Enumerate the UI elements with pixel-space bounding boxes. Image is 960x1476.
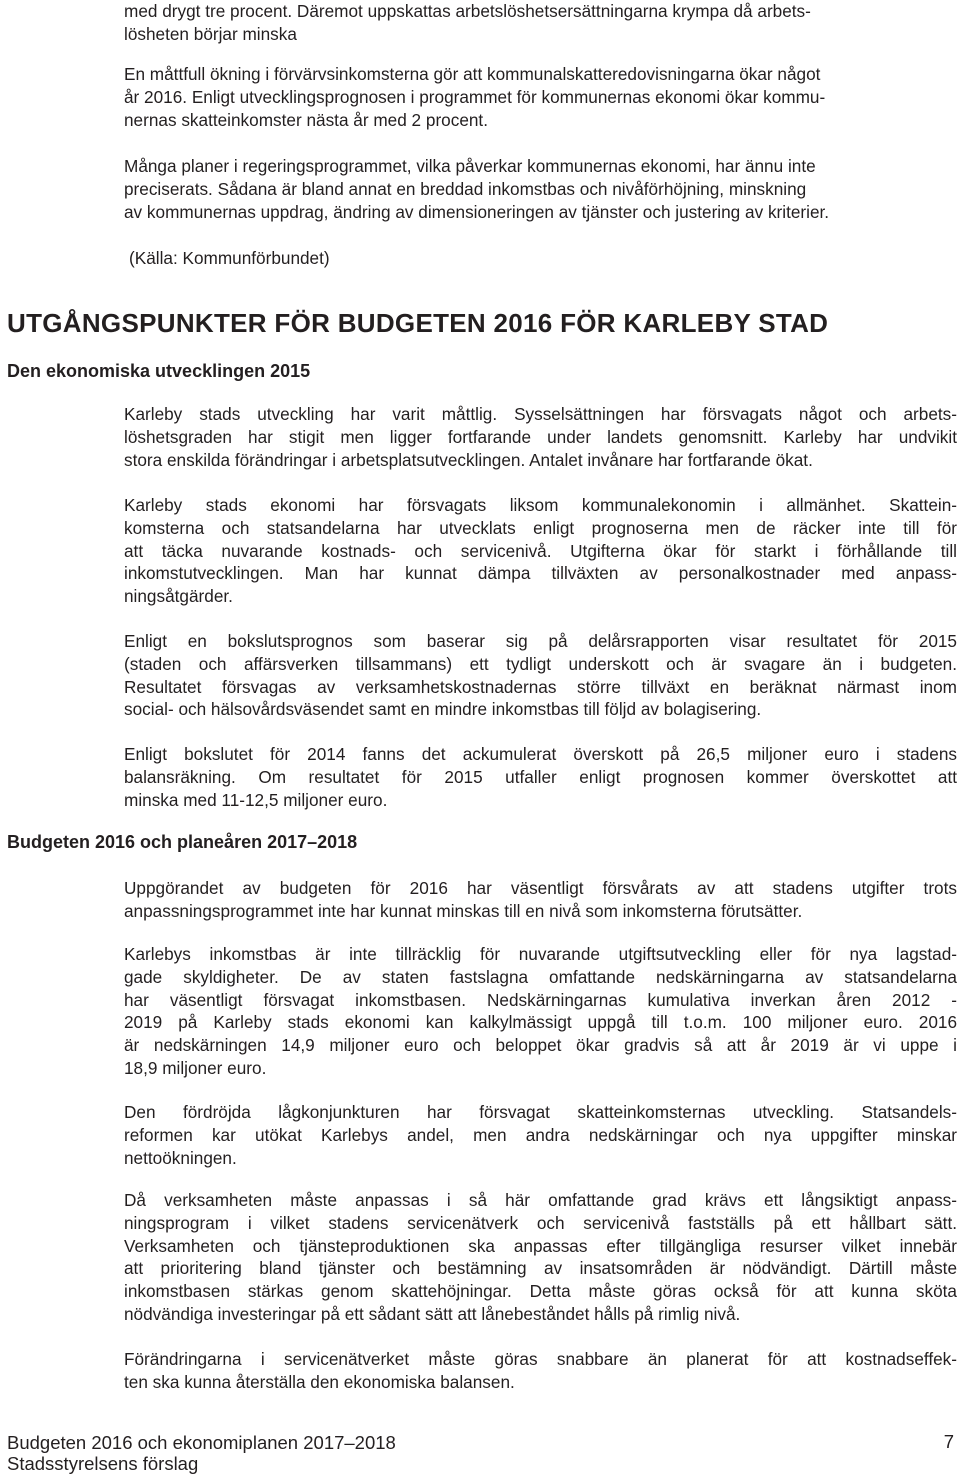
text-line: av kommunernas uppdrag, ändring av dimensioneringen av tjänster och justering av kriterier. bbox=[124, 201, 830, 222]
text-line: Karlebys inkomstbas är inte tillräcklig för nuvarande utgiftsutveckling eller för nya lagstad- bbox=[124, 944, 957, 964]
text-line: anpassningsprogrammet inte har kunnat minskas till en nivå som inkomsterna förutsätter. bbox=[124, 900, 803, 921]
section1-paragraph-4 bbox=[124, 743, 957, 811]
text-line: reformen kar utökat Karlebys andel, men andra nedskärningar och nya uppgifter minskar bbox=[124, 1124, 957, 1145]
text-line: Karleby stads utveckling har varit måttlig. Sysselsättningen har försvagats något och arbets- bbox=[124, 404, 957, 424]
footer-subtitle: Stadsstyrelsens förslag bbox=[7, 1453, 199, 1474]
text-line: minska med 11-12,5 miljoner euro. bbox=[124, 789, 388, 810]
intro-paragraph-1 bbox=[124, 0, 959, 46]
text-line: Karleby stads ekonomi har försvagats liksom kommunalekonomin i allmänhet. Skattein- bbox=[124, 495, 957, 515]
text-line: ningsåtgärder. bbox=[124, 586, 233, 607]
section2-paragraph-2 bbox=[124, 943, 957, 1080]
section1-paragraph-1 bbox=[124, 403, 957, 471]
text-line: inkomstutvecklingen. Man har kunnat dämpa tillväxten av personalkostnader med anpass- bbox=[124, 563, 957, 584]
section2-paragraph-3 bbox=[124, 1101, 957, 1169]
section-heading-economic-development: Den ekonomiska utvecklingen 2015 bbox=[7, 361, 311, 381]
text-line: stora enskilda förändringar i arbetsplatsutvecklingen. Antalet invånare har fortfarande ökat. bbox=[124, 449, 813, 470]
text-line: gade skyldigheter. De av staten fastslagna omfattande nedskärningarna av statsandelarna bbox=[124, 966, 957, 987]
text-line: nödvändiga investeringar på ett sådant sätt att lånebeståndet hålls på rimlig nivå. bbox=[124, 1303, 741, 1324]
text-line: komsterna och statsandelarna har utvecklats enligt prognoserna men de räcker inte till för bbox=[124, 517, 957, 538]
text-line: inkomstbasen stärkas genom skattehöjningar. Detta måste göras också för att kunna sköta bbox=[124, 1281, 957, 1302]
text-line: preciserats. Sådana är bland annat en breddad inkomstbas och nivåförhöjning, minskning bbox=[124, 178, 807, 199]
section1-paragraph-2 bbox=[124, 494, 957, 608]
text-line: Den fördröjda lågkonjunkturen har försvagat skatteinkomsternas utveckling. Statsandels- bbox=[124, 1102, 957, 1122]
section2-paragraph-5 bbox=[124, 1348, 957, 1394]
text-line: Resultatet försvagas av verksamhetskostnadernas större tillväxt en beräknat närmast inom bbox=[124, 676, 957, 697]
text-line: Många planer i regeringsprogrammet, vilka påverkar kommunernas ekonomi, har ännu inte bbox=[124, 156, 816, 176]
text-line: ten ska kunna återställa den ekonomiska balansen. bbox=[124, 1371, 515, 1392]
section1-paragraph-3 bbox=[124, 630, 957, 721]
intro-paragraph-2 bbox=[124, 63, 959, 131]
text-line: 18,9 miljoner euro. bbox=[124, 1057, 267, 1078]
text-line: med drygt tre procent. Däremot uppskattas arbetslöshetsersättningarna krympa då arbets- bbox=[124, 1, 811, 21]
section2-paragraph-1 bbox=[124, 877, 957, 923]
text-line: (staden och affärsverken tillsammans) ett tydligt underskott och är svagare än i budgeten. bbox=[124, 653, 957, 674]
text-line: att täcka nuvarande kostnads- och servicenivå. Utgifterna ökar för starkt i förhållande till bbox=[124, 540, 957, 561]
text-line: nettoökningen. bbox=[124, 1147, 237, 1168]
text-line: Förändringarna i servicenätverket måste göras snabbare än planerat för att kostnadseffek- bbox=[124, 1349, 957, 1369]
text-line: balansräkning. Om resultatet för 2015 utfaller enligt prognosen kommer överskottet att bbox=[124, 766, 957, 787]
page-number: 7 bbox=[943, 1431, 954, 1452]
text-line: har väsentligt försvagat inkomstbasen. Nedskärningarnas kumulativa inverkan åren 2012 - bbox=[124, 989, 957, 1010]
section-heading-budget-2016: Budgeten 2016 och planeåren 2017–2018 bbox=[7, 832, 358, 852]
text-line: social- och hälsovårdsväsendet samt en mindre inkomstbas till följd av bolagisering. bbox=[124, 699, 762, 720]
source-citation: (Källa: Kommunförbundet) bbox=[129, 248, 330, 268]
text-line: En måttfull ökning i förvärvsinkomsterna gör att kommunalskatteredovisningarna ökar något bbox=[124, 64, 821, 84]
text-line: 2019 på Karleby stads ekonomi kan kalkylmässigt uppgå till t.o.m. 100 miljoner euro. 2016 bbox=[124, 1012, 957, 1033]
text-line: Uppgörandet av budgeten för 2016 har väsentligt försvårats av att stadens utgifter trots bbox=[124, 878, 957, 898]
intro-paragraph-3 bbox=[124, 155, 959, 223]
text-line: nernas skatteinkomster nästa år med 2 procent. bbox=[124, 109, 488, 130]
text-line: år 2016. Enligt utvecklingsprognosen i programmet för kommunernas ekonomi ökar kommu- bbox=[124, 86, 826, 107]
text-line: Enligt en bokslutsprognos som baserar sig på delårsrapporten visar resultatet för 2015 bbox=[124, 631, 957, 651]
text-line: är nedskärningen 14,9 miljoner euro och beloppet ökar gradvis så att år 2019 är vi uppe i bbox=[124, 1035, 957, 1056]
text-line: löshetsgraden har stigit men ligger fortfarande under landets genomsnitt. Karleby har undvikit bbox=[124, 426, 957, 447]
text-line: Enligt bokslutet för 2014 fanns det ackumulerat överskott på 26,5 miljoner euro i stadens bbox=[124, 744, 957, 764]
text-line: Verksamheten och tjänsteproduktionen ska anpassas efter tillgängliga resurser vilket innebär bbox=[124, 1235, 957, 1256]
text-line: lösheten börjar minska bbox=[124, 23, 297, 44]
footer-document-title: Budgeten 2016 och ekonomiplanen 2017–2018 bbox=[7, 1432, 396, 1453]
section2-paragraph-4 bbox=[124, 1189, 957, 1326]
text-line: Då verksamheten måste anpassas i så här omfattande grad krävs ett långsiktigt anpass- bbox=[124, 1190, 957, 1210]
page-heading: UTGÅNGSPUNKTER FÖR BUDGETEN 2016 FÖR KARLEBY STAD bbox=[7, 308, 829, 338]
text-line: ningsprogram i vilket stadens servicenätverk och servicenivå fastställs på ett hållbart sätt. bbox=[124, 1212, 957, 1233]
text-line: att prioritering bland tjänster och bestämning av insatsområden är nödvändigt. Därtill måste bbox=[124, 1258, 957, 1279]
